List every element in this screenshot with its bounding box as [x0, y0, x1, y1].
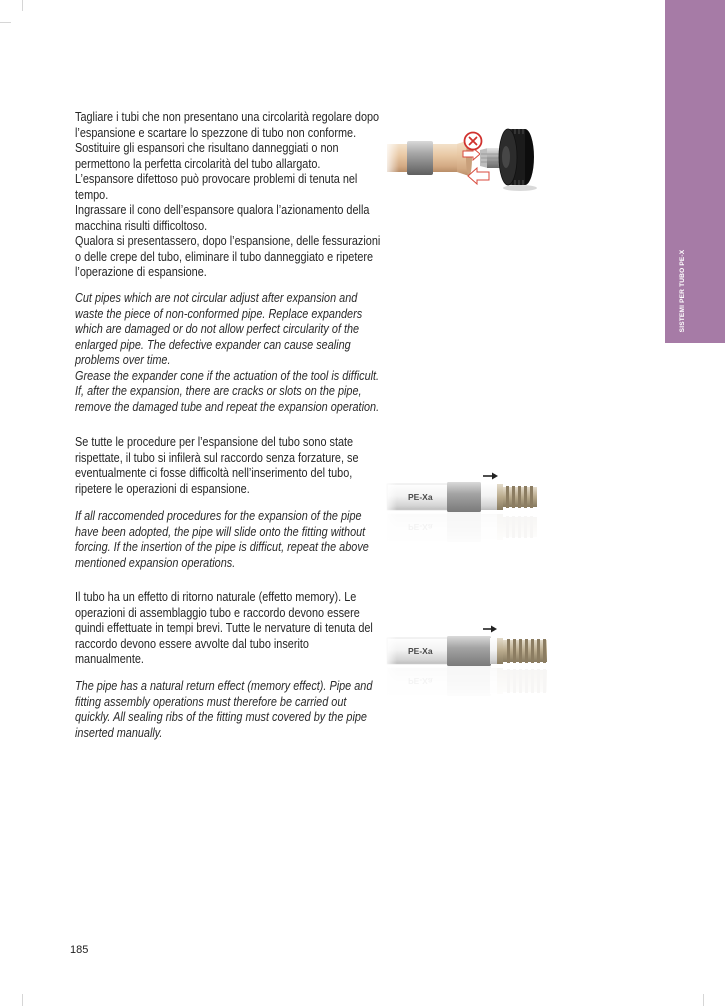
text-line: quindi effettuate in tempi brevi. Tutte le nervature di tenuta del	[75, 621, 373, 636]
section-1-english-text	[75, 291, 423, 415]
text-line: o delle crepe del tubo, eliminare il tubo danneggiato e ripetere	[75, 249, 374, 264]
text-line: Tagliare i tubi che non presentano una circolarità regolare dopo	[75, 110, 380, 124]
pipe-end	[481, 484, 498, 510]
prohibited-cross-icon	[465, 133, 482, 150]
text-line: Grease the expander cone if the actuation of the tool is difficult.	[75, 368, 380, 383]
text-line: Il tubo ha un effetto di ritorno naturale (effetto memory). Le	[75, 590, 357, 604]
text-line: have been adopted, the pipe will slide onto the fitting without	[75, 524, 366, 539]
pipe-fitting-illustration	[385, 468, 545, 548]
text-line: ripetere le operazioni di espansione.	[75, 481, 250, 496]
section-3-english-text	[75, 679, 423, 741]
expander-tool-illustration	[385, 120, 550, 195]
text-line: eventualmente ci fosse difficoltà nell’inserimento del tubo,	[75, 466, 353, 481]
crop-mark	[22, 0, 23, 11]
crop-mark	[22, 994, 23, 1006]
text-line: Sostituire gli espansori che risultano danneggiati o non	[75, 141, 339, 156]
pipe-band	[447, 636, 491, 666]
ribbed-fitting	[497, 484, 537, 510]
crop-mark	[0, 22, 11, 23]
text-line: operazioni di assemblaggio tubo e raccordo devono essere	[75, 605, 360, 620]
text-line: rispettate, il tubo si infilerà sul raccordo senza forzature, se	[75, 450, 359, 465]
text-line: inserted manually.	[75, 725, 163, 740]
text-line: Ingrassare il cono dell’espansore qualora l’azionamento della	[75, 203, 370, 218]
section-2-italian-text	[75, 435, 423, 497]
pipe-sleeve	[407, 141, 433, 175]
text-line: raccordo devono essere avvolte dal tubo inserito	[75, 636, 309, 651]
text-line: remove the damaged tube and repeat the expansion operation.	[75, 399, 380, 414]
text-line: which are damaged or do not allow perfect circularity of the	[75, 322, 360, 337]
text-line: permettono la perfetta circolarità del tubo allargato.	[75, 156, 321, 171]
text-line: Cut pipes which are not circular adjust after expansion and	[75, 291, 358, 305]
text-line: quickly. All sealing ribs of the fitting must covered by the pipe	[75, 710, 367, 725]
side-tab-label: SISTEMI PER TUBO PE-X	[679, 249, 686, 333]
expander-knob	[499, 129, 537, 191]
text-line: If all raccomended procedures for the expansion of the pipe	[75, 509, 362, 523]
pipe-label: PE-Xa	[408, 646, 433, 656]
text-line: enlarged pipe. The defective expander can cause sealing	[75, 337, 351, 352]
section-side-tab	[665, 0, 725, 343]
text-line: fitting assembly operations must therefore be carried out	[75, 694, 347, 709]
pipe-label: PE-Xa	[408, 492, 433, 502]
text-line: Qualora si presentassero, dopo l’espansione, delle fessurazioni	[75, 234, 381, 249]
text-line: forcing. If the insertion of the pipe is difficut, repeat the above	[75, 540, 369, 555]
text-line: L’espansore difettoso può provocare problemi di tenuta nel	[75, 172, 358, 187]
section-3-italian-text	[75, 590, 423, 668]
text-line: mentioned expansion operations.	[75, 555, 236, 570]
pipe-band	[447, 482, 481, 512]
pipe-inserted-illustration	[385, 622, 550, 702]
ribbed-fitting	[497, 638, 547, 664]
text-line: If, after the expansion, there are cracks or slots on the pipe,	[75, 384, 362, 399]
page-number: 185	[70, 944, 89, 956]
crop-mark	[703, 994, 704, 1006]
pipe-reflection	[385, 666, 547, 696]
text-line: manualmente.	[75, 652, 144, 667]
text-line: waste the piece of non-conformed pipe. Replace expanders	[75, 306, 363, 321]
text-line: macchina risulti difficoltoso.	[75, 218, 208, 233]
text-line: problems over time.	[75, 353, 171, 368]
section-2-english-text	[75, 509, 423, 571]
pipe-reflection	[385, 512, 537, 542]
arrow-right-icon	[483, 473, 498, 480]
text-line: tempo.	[75, 187, 109, 202]
text-line: The pipe has a natural return effect (memory effect). Pipe and	[75, 679, 373, 693]
text-line: l’operazione di espansione.	[75, 265, 207, 280]
text-line: Se tutte le procedure per l’espansione del tubo sono state	[75, 435, 354, 449]
section-1-italian-text	[75, 110, 423, 281]
text-line: l’espansione e scartare lo spezzone di tubo non conforme.	[75, 125, 357, 140]
pipe-end	[490, 638, 498, 664]
arrow-right-icon	[483, 626, 497, 633]
